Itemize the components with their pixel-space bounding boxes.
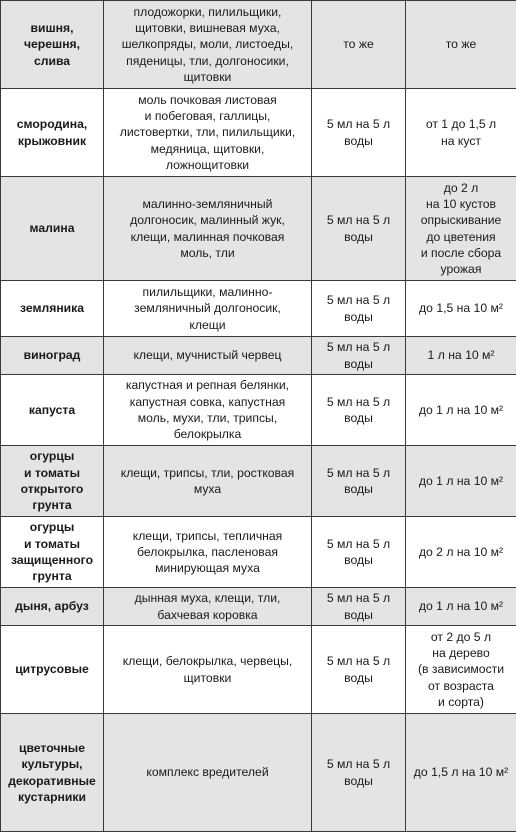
pests-cell: пилильщики, малинно- земляничный долгоносик, клещи xyxy=(104,281,312,337)
crop-cell: огурцы и томаты защищенного грунта xyxy=(1,517,104,588)
consumption-cell: от 2 до 5 л на дерево (в зависимости от возраста и сорта) xyxy=(406,626,516,714)
table-row xyxy=(1,337,516,375)
consumption-cell: 1 л на 10 м² xyxy=(406,337,516,375)
table-row xyxy=(1,446,516,517)
dose-cell: 5 мл на 5 л воды xyxy=(312,626,406,714)
crop-cell: малина xyxy=(1,177,104,281)
consumption-cell: до 1,5 л на 10 м² xyxy=(406,714,516,832)
consumption-cell: до 1 л на 10 м² xyxy=(406,375,516,446)
pests-cell: клещи, трипсы, тли, ростковая муха xyxy=(104,446,312,517)
table-row xyxy=(1,281,516,337)
consumption-cell: то же xyxy=(406,1,516,89)
crop-cell: огурцы и томаты открытого грунта xyxy=(1,446,104,517)
pests-cell: клещи, трипсы, тепличная белокрылка, пасленовая минирующая муха xyxy=(104,517,312,588)
table-row xyxy=(1,714,516,832)
dose-cell: 5 мл на 5 л воды xyxy=(312,446,406,517)
consumption-cell: до 1,5 на 10 м² xyxy=(406,281,516,337)
table-row xyxy=(1,1,516,89)
pests-cell: малинно-земляничный долгоносик, малинный жук, клещи, малинная почковая моль, тли xyxy=(104,177,312,281)
pests-cell: плодожорки, пилильщики, щитовки, вишневая муха, шелкопряды, моли, листоеды, пяденицы, тли, долгоносики, щитовки xyxy=(104,1,312,89)
crop-cell: виноград xyxy=(1,337,104,375)
pests-cell: клещи, мучнистый червец xyxy=(104,337,312,375)
consumption-cell: до 2 л на 10 м² xyxy=(406,517,516,588)
table-body xyxy=(1,1,516,832)
pests-cell: дынная муха, клещи, тли, бахчевая коровка xyxy=(104,588,312,626)
table-row xyxy=(1,375,516,446)
dose-cell: 5 мл на 5 л воды xyxy=(312,89,406,177)
dose-cell: 5 мл на 5 л воды xyxy=(312,588,406,626)
table-row xyxy=(1,626,516,714)
dose-cell: 5 мл на 5 л воды xyxy=(312,375,406,446)
dose-cell: 5 мл на 5 л воды xyxy=(312,177,406,281)
consumption-cell: до 1 л на 10 м² xyxy=(406,588,516,626)
crop-cell: земляника xyxy=(1,281,104,337)
pests-cell: капустная и репная белянки, капустная совка, капустная моль, мухи, тли, трипсы, белокрылка xyxy=(104,375,312,446)
crop-cell: цитрусовые xyxy=(1,626,104,714)
crop-cell: дыня, арбуз xyxy=(1,588,104,626)
pests-cell: комплекс вредителей xyxy=(104,714,312,832)
crop-cell: смородина, крыжовник xyxy=(1,89,104,177)
crop-cell: капуста xyxy=(1,375,104,446)
consumption-cell: от 1 до 1,5 л на куст xyxy=(406,89,516,177)
consumption-cell: до 1 л на 10 м² xyxy=(406,446,516,517)
crop-cell: цветочные культуры, декоративные кустарники xyxy=(1,714,104,832)
pests-cell: клещи, белокрылка, червецы, щитовки xyxy=(104,626,312,714)
table-row xyxy=(1,177,516,281)
dose-cell: 5 мл на 5 л воды xyxy=(312,337,406,375)
crop-cell: вишня, черешня, слива xyxy=(1,1,104,89)
table-row xyxy=(1,588,516,626)
dose-cell: 5 мл на 5 л воды xyxy=(312,281,406,337)
consumption-cell: до 2 л на 10 кустов опрыскивание до цветения и после сбора урожая xyxy=(406,177,516,281)
table-row xyxy=(1,517,516,588)
pests-cell: моль почковая листовая и побеговая, галлицы, листовертки, тли, пилильщики, медяница, щитовки, ложнощитовки xyxy=(104,89,312,177)
dose-cell: то же xyxy=(312,1,406,89)
dose-cell: 5 мл на 5 л воды xyxy=(312,714,406,832)
dose-cell: 5 мл на 5 л воды xyxy=(312,517,406,588)
table-row xyxy=(1,89,516,177)
